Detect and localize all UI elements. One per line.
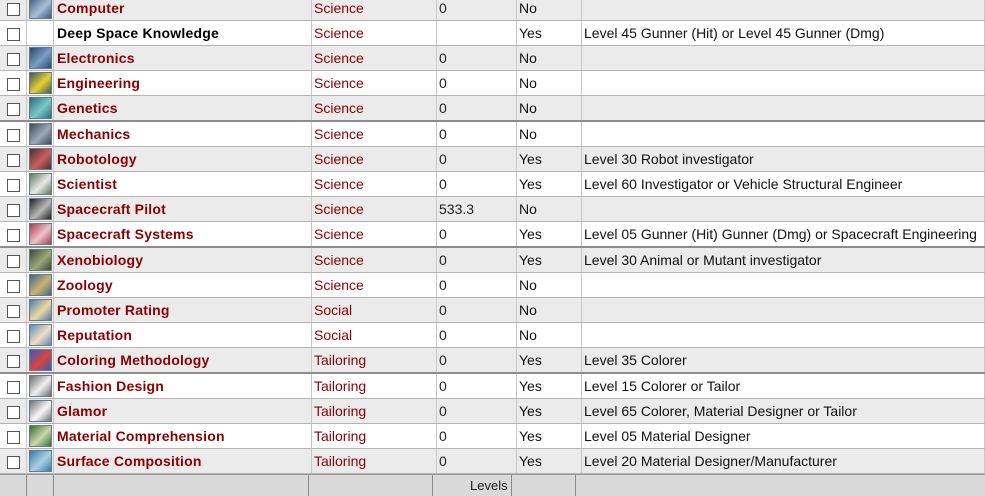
footer-cell xyxy=(53,475,309,496)
row-checkbox[interactable] xyxy=(7,28,20,41)
skill-requirement-note: Level 45 Gunner (Hit) or Level 45 Gunner (Dmg) xyxy=(582,21,985,46)
row-checkbox[interactable] xyxy=(7,280,20,293)
table-row[interactable] xyxy=(0,273,985,298)
skill-name[interactable]: Computer xyxy=(54,0,312,21)
skill-required: Yes xyxy=(517,147,582,172)
promoter-rating-icon xyxy=(29,299,52,321)
table-footer xyxy=(0,474,985,496)
skill-requirement-note xyxy=(582,71,985,96)
skill-name[interactable]: Electronics xyxy=(54,46,312,71)
skill-name[interactable]: Xenobiology xyxy=(54,247,312,273)
reputation-icon xyxy=(29,324,52,346)
skill-required: Yes xyxy=(517,399,582,424)
skill-icon-cell xyxy=(27,121,54,147)
table-row[interactable] xyxy=(0,0,985,21)
skill-category: Science xyxy=(312,273,437,298)
row-checkbox[interactable] xyxy=(7,406,20,419)
skill-requirement-note: Level 60 Investigator or Vehicle Structural Engineer xyxy=(582,172,985,197)
row-checkbox[interactable] xyxy=(7,255,20,268)
skill-requirement-note xyxy=(582,96,985,122)
skill-icon-cell xyxy=(27,298,54,323)
row-checkbox[interactable] xyxy=(7,129,20,142)
skill-category: Science xyxy=(312,71,437,96)
skill-requirement-note xyxy=(582,197,985,222)
table-row[interactable] xyxy=(0,323,985,348)
skill-required: No xyxy=(517,323,582,348)
skill-category: Science xyxy=(312,121,437,147)
row-checkbox-cell xyxy=(0,172,27,197)
skill-icon-cell xyxy=(27,399,54,424)
skill-category: Science xyxy=(312,21,437,46)
fashion-design-icon xyxy=(29,375,52,397)
skill-category: Tailoring xyxy=(312,449,437,474)
footer-cell xyxy=(26,475,54,496)
skill-requirement-note: Level 20 Material Designer/Manufacturer xyxy=(582,449,985,474)
row-checkbox[interactable] xyxy=(7,381,20,394)
genetics-icon xyxy=(29,97,52,119)
skill-requirement-note: Level 05 Gunner (Hit) Gunner (Dmg) or Spacecraft Engineering xyxy=(582,222,985,248)
skill-name[interactable]: Glamor xyxy=(54,399,312,424)
skill-category: Tailoring xyxy=(312,348,437,374)
skill-icon-cell xyxy=(27,247,54,273)
skill-category: Social xyxy=(312,298,437,323)
table-row[interactable] xyxy=(0,424,985,449)
skill-icon-cell xyxy=(27,373,54,399)
table-row[interactable] xyxy=(0,147,985,172)
row-checkbox-cell xyxy=(0,273,27,298)
skill-category: Science xyxy=(312,197,437,222)
table-row[interactable] xyxy=(0,71,985,96)
skill-category: Tailoring xyxy=(312,424,437,449)
material-comprehension-icon xyxy=(29,425,52,447)
row-checkbox-cell xyxy=(0,222,27,248)
skill-requirement-note xyxy=(582,323,985,348)
table-row[interactable] xyxy=(0,222,985,248)
row-checkbox-cell xyxy=(0,298,27,323)
skill-category: Science xyxy=(312,222,437,248)
skill-required: No xyxy=(517,121,582,147)
mechanics-icon xyxy=(29,123,52,145)
spacecraft-systems-icon xyxy=(29,223,52,245)
skill-name[interactable]: Genetics xyxy=(54,96,312,122)
engineering-icon xyxy=(29,72,52,94)
row-checkbox[interactable] xyxy=(7,154,20,167)
table-row[interactable] xyxy=(0,399,985,424)
skill-category: Social xyxy=(312,323,437,348)
skill-required: Yes xyxy=(517,449,582,474)
skill-name[interactable]: Coloring Methodology xyxy=(54,348,312,374)
skill-icon-cell xyxy=(27,96,54,122)
footer-cell xyxy=(511,475,576,496)
skill-name[interactable]: Scientist xyxy=(54,172,312,197)
skill-required: Yes xyxy=(517,222,582,248)
row-checkbox-cell xyxy=(0,197,27,222)
row-checkbox-cell xyxy=(0,0,27,21)
skill-value: 0 xyxy=(437,71,517,96)
skill-value: 0 xyxy=(437,172,517,197)
skill-value: 0 xyxy=(437,348,517,374)
skill-name[interactable]: Fashion Design xyxy=(54,373,312,399)
row-checkbox[interactable] xyxy=(7,3,20,16)
table-row[interactable] xyxy=(0,96,985,122)
row-checkbox[interactable] xyxy=(7,355,20,368)
skill-required: Yes xyxy=(517,348,582,374)
skill-name[interactable]: Reputation xyxy=(54,323,312,348)
skill-required: Yes xyxy=(517,373,582,399)
row-checkbox-cell xyxy=(0,147,27,172)
skill-requirement-note: Level 15 Colorer or Tailor xyxy=(582,373,985,399)
table-row[interactable] xyxy=(0,197,985,222)
table-row[interactable] xyxy=(0,172,985,197)
skill-icon-cell xyxy=(27,222,54,248)
skill-value: 0 xyxy=(437,222,517,248)
skill-category: Science xyxy=(312,147,437,172)
skill-category: Science xyxy=(312,46,437,71)
row-checkbox[interactable] xyxy=(7,179,20,192)
skill-value: 0 xyxy=(437,273,517,298)
skill-requirement-note xyxy=(582,298,985,323)
robotology-icon xyxy=(29,148,52,170)
table-row[interactable] xyxy=(0,298,985,323)
footer-cell xyxy=(308,475,433,496)
row-checkbox[interactable] xyxy=(7,305,20,318)
skill-icon-cell xyxy=(27,273,54,298)
row-checkbox[interactable] xyxy=(7,229,20,242)
skill-value: 533.3 xyxy=(437,197,517,222)
row-checkbox[interactable] xyxy=(7,431,20,444)
skill-name[interactable]: Zoology xyxy=(54,273,312,298)
skill-required: No xyxy=(517,96,582,122)
skill-category: Science xyxy=(312,247,437,273)
skill-required: No xyxy=(517,273,582,298)
skill-name[interactable]: Deep Space Knowledge xyxy=(54,21,312,46)
skill-required: No xyxy=(517,46,582,71)
levels-label: Levels xyxy=(470,478,508,493)
table-row[interactable] xyxy=(0,373,985,399)
row-checkbox[interactable] xyxy=(7,78,20,91)
skill-value: 0 xyxy=(437,121,517,147)
electronics-icon xyxy=(29,47,52,69)
row-checkbox[interactable] xyxy=(7,456,20,469)
skill-requirement-note xyxy=(582,121,985,147)
skill-icon-cell xyxy=(27,449,54,474)
skill-name[interactable]: Material Comprehension xyxy=(54,424,312,449)
skill-icon-cell xyxy=(27,323,54,348)
skill-requirement-note xyxy=(582,273,985,298)
spacecraft-pilot-icon xyxy=(29,198,52,220)
skill-requirement-note: Level 30 Robot investigator xyxy=(582,147,985,172)
skill-icon-cell xyxy=(27,424,54,449)
skill-value: 0 xyxy=(437,298,517,323)
skill-requirement-note: Level 65 Colorer, Material Designer or Tailor xyxy=(582,399,985,424)
table-row[interactable] xyxy=(0,21,985,46)
skill-icon-cell xyxy=(27,0,54,21)
skill-category: Science xyxy=(312,172,437,197)
skill-value: 0 xyxy=(437,449,517,474)
table-row[interactable] xyxy=(0,121,985,147)
skill-icon-cell xyxy=(27,348,54,374)
skill-icon-cell xyxy=(27,71,54,96)
skill-requirement-note xyxy=(582,0,985,21)
coloring-methodology-icon xyxy=(29,349,52,371)
scientist-icon xyxy=(29,173,52,195)
skill-icon-cell xyxy=(27,46,54,71)
skill-value: 0 xyxy=(437,247,517,273)
skill-name[interactable]: Engineering xyxy=(54,71,312,96)
table-row[interactable] xyxy=(0,348,985,374)
skill-requirement-note: Level 35 Colorer xyxy=(582,348,985,374)
row-checkbox-cell xyxy=(0,247,27,273)
skill-icon-cell xyxy=(27,147,54,172)
surface-composition-icon xyxy=(29,450,52,472)
skill-name[interactable]: Robotology xyxy=(54,147,312,172)
skill-required: No xyxy=(517,197,582,222)
skill-value: 0 xyxy=(437,424,517,449)
skill-required: No xyxy=(517,71,582,96)
skill-icon-cell xyxy=(27,21,54,46)
skill-requirement-note xyxy=(582,46,985,71)
skill-value: 0 xyxy=(437,147,517,172)
skill-value: 0 xyxy=(437,46,517,71)
skill-requirement-note: Level 30 Animal or Mutant investigator xyxy=(582,247,985,273)
table-row[interactable] xyxy=(0,449,985,474)
row-checkbox-cell xyxy=(0,399,27,424)
row-checkbox-cell xyxy=(0,424,27,449)
row-checkbox-cell xyxy=(0,348,27,374)
table-row[interactable] xyxy=(0,247,985,273)
xenobiology-icon xyxy=(29,249,52,271)
skill-name[interactable]: Mechanics xyxy=(54,121,312,147)
row-checkbox-cell xyxy=(0,46,27,71)
row-checkbox[interactable] xyxy=(7,330,20,343)
skill-required: No xyxy=(517,298,582,323)
skill-required: Yes xyxy=(517,172,582,197)
row-checkbox[interactable] xyxy=(7,204,20,217)
row-checkbox-cell xyxy=(0,373,27,399)
skill-requirement-note: Level 05 Material Designer xyxy=(582,424,985,449)
skill-name[interactable]: Spacecraft Pilot xyxy=(54,197,312,222)
skill-name[interactable]: Spacecraft Systems xyxy=(54,222,312,248)
row-checkbox[interactable] xyxy=(7,53,20,66)
footer-cell xyxy=(0,475,27,496)
skill-name[interactable]: Promoter Rating xyxy=(54,298,312,323)
computer-icon xyxy=(29,0,52,19)
skill-value: 0 xyxy=(437,373,517,399)
skill-category: Tailoring xyxy=(312,399,437,424)
table-row[interactable] xyxy=(0,46,985,71)
row-checkbox-cell xyxy=(0,21,27,46)
skill-category: Science xyxy=(312,96,437,122)
skill-icon-cell xyxy=(27,197,54,222)
glamor-icon xyxy=(29,400,52,422)
row-checkbox-cell xyxy=(0,71,27,96)
skill-icon-cell xyxy=(27,172,54,197)
skill-required: Yes xyxy=(517,247,582,273)
skill-value xyxy=(437,21,517,46)
skill-value: 0 xyxy=(437,399,517,424)
skill-required: Yes xyxy=(517,21,582,46)
row-checkbox-cell xyxy=(0,323,27,348)
skill-value: 0 xyxy=(437,323,517,348)
row-checkbox-cell xyxy=(0,96,27,122)
skill-required: No xyxy=(517,0,582,21)
row-checkbox[interactable] xyxy=(7,103,20,116)
skill-value: 0 xyxy=(437,96,517,122)
skill-required: Yes xyxy=(517,424,582,449)
skill-value: 0 xyxy=(437,0,517,21)
zoology-icon xyxy=(29,274,52,296)
skill-category: Science xyxy=(312,0,437,21)
row-checkbox-cell xyxy=(0,121,27,147)
skill-name[interactable]: Surface Composition xyxy=(54,449,312,474)
row-checkbox-cell xyxy=(0,449,27,474)
skill-category: Tailoring xyxy=(312,373,437,399)
